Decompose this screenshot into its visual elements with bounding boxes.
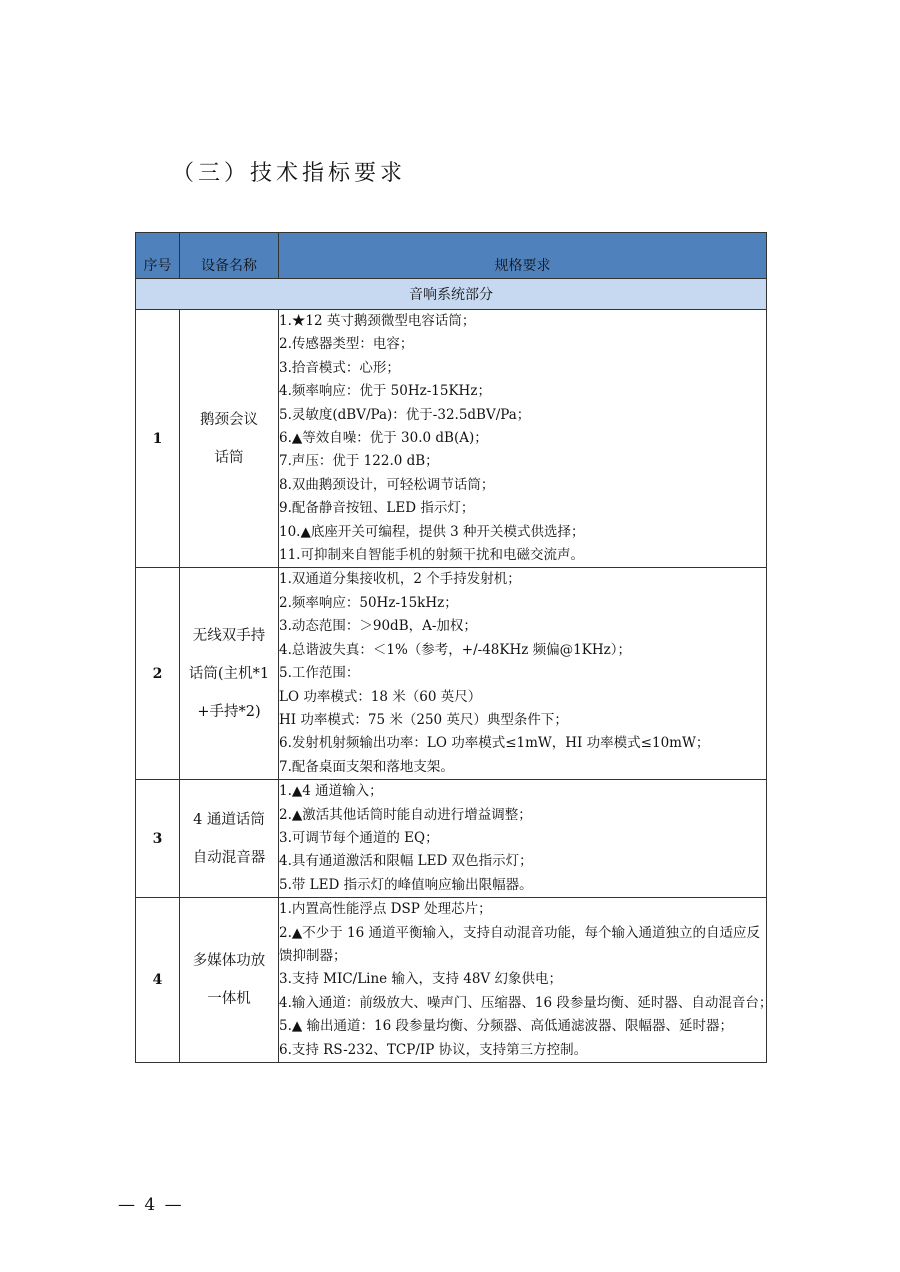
spec-item: 4.频率响应：优于 50Hz-15KHz； <box>279 383 491 400</box>
spec-item: 2.▲不少于 16 通道平衡输入，支持自动混音功能，每个输入通道独立的自适应反馈抑制器； <box>279 924 761 964</box>
header-no: 序号 <box>136 233 180 279</box>
spec-item: 1.双通道分集接收机，2 个手持发射机； <box>279 571 521 588</box>
row-number: 4 <box>136 898 180 1063</box>
spec-item: 5.工作范围： <box>279 665 360 682</box>
table-row <box>136 310 767 568</box>
spec-item: 1.内置高性能浮点 DSP 处理芯片； <box>279 901 492 918</box>
spec-item: 3.拾音模式：心形； <box>279 359 400 376</box>
device-name <box>180 780 279 898</box>
section-label: 音响系统部分 <box>136 279 767 310</box>
spec-item: 7.声压：优于 122.0 dB； <box>279 453 439 470</box>
table-row <box>136 780 767 898</box>
table-row <box>136 568 767 780</box>
spec-item: 8.双曲鹅颈设计，可轻松调节话筒； <box>279 476 495 493</box>
spec-item: 3.可调节每个通道的 EQ； <box>279 829 439 846</box>
spec-list <box>279 310 767 568</box>
device-name-text: 鹅颈会议话筒 <box>200 411 258 466</box>
header-name: 设备名称 <box>180 233 279 279</box>
spec-item: 2.▲激活其他话筒时能自动进行增益调整； <box>279 806 532 823</box>
section-heading: （三）技术指标要求 <box>172 161 407 186</box>
spec-list <box>279 780 767 898</box>
spec-item: 1.★12 英寸鹅颈微型电容话筒； <box>279 313 476 329</box>
spec-item: 5.带 LED 指示灯的峰值响应输出限幅器。 <box>279 876 533 893</box>
spec-item: 3.支持 MIC/Line 输入，支持 48V 幻象供电； <box>279 971 562 988</box>
spec-list <box>279 568 767 780</box>
header-spec: 规格要求 <box>279 233 767 279</box>
spec-item: HI 功率模式：75 米（250 英尺）典型条件下； <box>279 711 568 728</box>
spec-item: 9.配备静音按钮、LED 指示灯； <box>279 500 475 517</box>
device-name-text: 多媒体功放一体机 <box>192 953 266 1008</box>
device-name-text: 4 通道话筒自动混音器 <box>192 811 266 866</box>
spec-item: 4.具有通道激活和限幅 LED 双色指示灯； <box>279 853 533 870</box>
spec-item: 5.▲ 输出通道：16 段参量均衡、分频器、高低通滤波器、限幅器、延时器； <box>279 1018 734 1035</box>
row-number: 1 <box>136 310 180 568</box>
device-name <box>180 568 279 780</box>
spec-item: 2.频率响应：50Hz-15kHz； <box>279 594 458 611</box>
spec-item: LO 功率模式：18 米（60 英尺） <box>279 688 482 705</box>
section-row <box>136 279 767 310</box>
spec-item: 6.发射机射频输出功率：LO 功率模式≤1mW，HI 功率模式≤10mW； <box>279 735 710 752</box>
spec-item: 5.灵敏度(dBV/Pa)：优于-32.5dBV/Pa； <box>279 406 531 423</box>
spec-list <box>279 898 773 1063</box>
table-header-row <box>136 233 767 279</box>
spec-item: 4.总谐波失真：＜1%（参考，+/-48KHz 频偏@1KHz）； <box>279 641 631 658</box>
table-row <box>136 898 767 1063</box>
spec-item: 4.输入通道：前级放大、噪声门、压缩器、16 段参量均衡、延时器、自动混音台； <box>279 994 773 1011</box>
spec-item: 7.配备桌面支架和落地支架。 <box>279 758 454 775</box>
row-number: 2 <box>136 568 180 780</box>
page-number: — 4 — <box>118 1195 184 1215</box>
spec-item: 1.▲4 通道输入； <box>279 783 383 800</box>
spec-table <box>135 232 773 1063</box>
device-name-text: 无线双手持话筒(主机*1+手持*2) <box>188 627 270 720</box>
spec-item: 3.动态范围：＞90dB，A-加权； <box>279 618 477 635</box>
device-name <box>180 310 279 568</box>
row-number: 3 <box>136 780 180 898</box>
spec-item: 2.传感器类型：电容； <box>279 336 414 353</box>
spec-item: 11.可抑制来自智能手机的射频干扰和电磁交流声。 <box>279 547 584 564</box>
spec-item: 10.▲底座开关可编程，提供 3 种开关模式供选择； <box>279 523 585 540</box>
spec-item: 6.▲等效自噪：优于 30.0 dB(A)； <box>279 430 488 447</box>
spec-item: 6.支持 RS-232、TCP/IP 协议，支持第三方控制。 <box>279 1041 588 1058</box>
device-name <box>180 898 279 1063</box>
